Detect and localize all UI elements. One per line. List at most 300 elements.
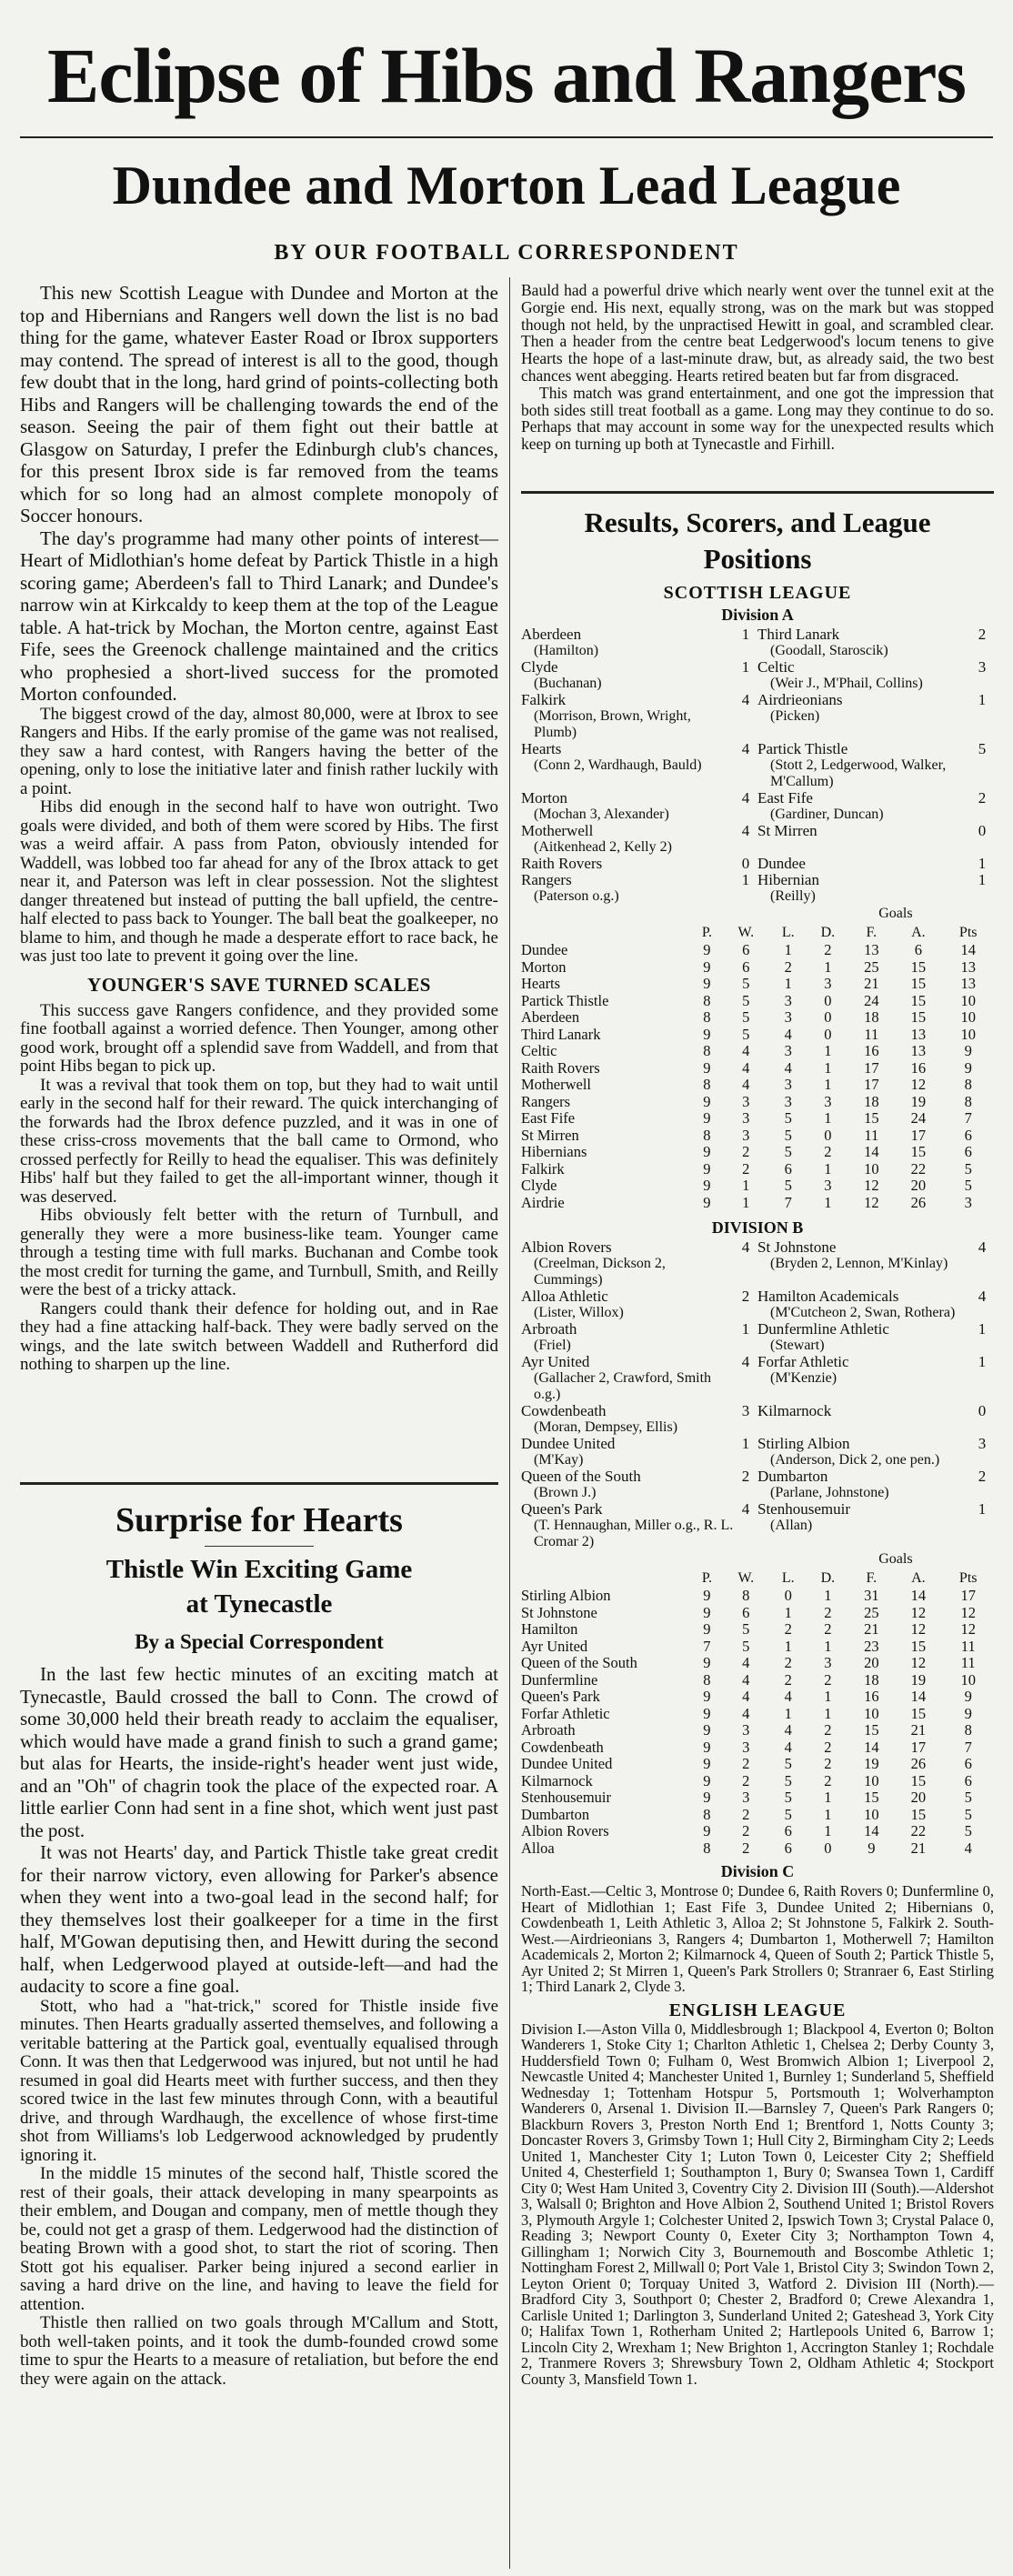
blank-header: [942, 1550, 994, 1569]
table-cell: 4: [742, 1654, 750, 1671]
article-paragraph: The day's programme had many other points of interest—Heart of Midlothian's home defeat by Partick Thistle in a high scoring game; Aberdeen's fall to Third Lanark; and Dundee's narrow win at Kirkcaldy to keep them at the top of the League table. A hat-trick by Mochan, the Morton centre, against East Fife, sees the Greenock challenge maintained and the critics who prophesied a short-lived success for the promoted Morton confounded.: [20, 526, 498, 705]
home-score: 3: [741, 1402, 750, 1419]
table-cell: 9: [703, 1109, 711, 1127]
team-name: Hibernians: [521, 1143, 587, 1160]
table-cell: 4: [784, 1688, 792, 1705]
away-scorers: (Anderson, Dick 2, one pen.): [770, 1452, 940, 1468]
table-cell: 5: [742, 991, 750, 1009]
table-cell: 10: [864, 1704, 879, 1722]
table-cell: 11: [864, 1025, 879, 1043]
table-cell: 2: [824, 1755, 832, 1772]
home-team-name: Morton: [521, 789, 567, 807]
table-cell: 8: [703, 1126, 711, 1144]
table-cell: 14: [864, 1738, 879, 1756]
table-cell: 2: [824, 1721, 832, 1739]
table-cell: 3: [964, 1193, 972, 1211]
table-row: [521, 993, 994, 1010]
table-cell: 5: [742, 1637, 750, 1655]
home-team-name: Raith Rovers: [521, 855, 603, 872]
table-cell: 0: [824, 1008, 832, 1026]
blank-header: [691, 905, 722, 924]
table-cell: 2: [824, 1670, 832, 1689]
table-cell: 21: [864, 975, 879, 992]
goals-header: Goals: [878, 1551, 913, 1567]
main-article: [20, 282, 498, 1375]
team-name: Celtic: [521, 1042, 557, 1059]
team-name: Alloa: [521, 1839, 555, 1857]
table-row: [521, 1110, 994, 1128]
away-team: [757, 1403, 970, 1436]
table-cell: 9: [703, 1755, 711, 1772]
table-cell: 9: [703, 1620, 711, 1638]
table-cell: 1: [784, 1603, 792, 1621]
away-score: 1: [978, 1500, 987, 1518]
table-cell: 5: [742, 975, 750, 992]
table-row: [521, 1027, 994, 1044]
table-cell: 13: [960, 957, 976, 976]
table-cell: 2: [784, 1654, 792, 1671]
table-cell: 5: [742, 1025, 750, 1043]
table-row: [521, 1722, 994, 1739]
table-cell: 5: [784, 1755, 792, 1772]
table-cell: 4: [784, 1721, 792, 1739]
home-scorers: (Paterson o.g.): [534, 888, 619, 904]
table-cell: 8: [703, 1042, 711, 1059]
home-score: 0: [741, 855, 750, 872]
table-row: [521, 1161, 994, 1178]
table-cell: 3: [824, 1177, 832, 1194]
team-name: Raith Rovers: [521, 1058, 600, 1077]
table-cell: 17: [910, 1738, 927, 1756]
away-scorers: (M'Cutcheon 2, Swan, Rothera): [770, 1305, 956, 1320]
team-name: Stirling Albion: [521, 1587, 611, 1604]
team-name: Motherwell: [521, 1076, 591, 1093]
team-name: Falkirk: [521, 1159, 565, 1178]
table-cell: 2: [742, 1159, 750, 1178]
table-cell: 9: [703, 1603, 711, 1621]
match-row: [521, 626, 994, 659]
away-team-name: Kilmarnock: [757, 1402, 832, 1419]
team-name: Dumbarton: [521, 1805, 590, 1823]
table-row: [521, 1773, 994, 1790]
article-paragraph: It was a revival that took them on top, but they had to wait until early in the second half for their reward. The quick interchanging of the forwards had the Ibrox defence puzzled, and it was in one of these criss-cross movements that the ball came to Ormond, who crossed perfectly for Reilly to head the equaliser. This was definitely Hibs' half but they failed to get the all-important winner, though it was deserved.: [20, 1075, 498, 1207]
away-score: 3: [978, 658, 987, 676]
home-team: [521, 823, 734, 856]
home-scorers: (Conn 2, Wardhaugh, Bauld): [534, 757, 702, 773]
table-row: [521, 1823, 994, 1840]
home-score: 4: [741, 691, 750, 708]
table-cell: 19: [864, 1755, 879, 1772]
home-scorers: (Moran, Dempsey, Ellis): [534, 1419, 678, 1435]
column-header: W.: [737, 924, 755, 940]
away-score: 4: [978, 1238, 987, 1256]
division-b-results: [521, 1239, 994, 1550]
table-row: [521, 942, 994, 959]
article-paragraph: In the middle 15 minutes of the second half, Thistle scored the rest of their goals, their attack developing in many spearpoints as their emblem, and Dougan and company, men of mettle though they be, could not get a grasp of them. Ledgerwood had the distinction of beating Brown with a good shot, to start the riot of scoring. Then Stott got his equaliser. Parker being injured a second earlier in saving a hard drive on the line, and having to leave the field for attention.: [20, 2164, 498, 2314]
table-cell: 8: [703, 1839, 711, 1857]
away-score: 2: [978, 626, 987, 643]
table-cell: 2: [824, 1620, 832, 1638]
division-b-table: [521, 1550, 994, 1857]
table-cell: 9: [703, 1654, 711, 1671]
table-cell: 4: [742, 1704, 750, 1722]
table-cell: 2: [784, 957, 792, 976]
table-row: [521, 1739, 994, 1757]
blank-header: [807, 1550, 848, 1569]
away-team: [757, 692, 970, 741]
home-team: [521, 1288, 734, 1321]
article-paragraph: The biggest crowd of the day, almost 80,000, were at Ibrox to see Rangers and Hibs. If the early promise of the game was not realised, they saw a hard contest, with Rangers having the better of the opening, only to lose the initiative later and finish rather luckily with a point.: [20, 704, 498, 798]
away-score: 4: [978, 1288, 987, 1305]
team-name: Airdrie: [521, 1193, 565, 1211]
table-cell: 10: [864, 1159, 879, 1178]
table-cell: 6: [784, 1839, 792, 1857]
table-row: [521, 1789, 994, 1807]
team-name: Partick Thistle: [521, 991, 609, 1009]
column-header: W.: [737, 1569, 755, 1586]
home-scorers: (Hamilton): [534, 643, 599, 658]
table-cell: 9: [964, 1042, 972, 1059]
table-row: [521, 1639, 994, 1656]
away-score: 1: [978, 871, 987, 888]
away-scorers: (Parlane, Johnstone): [770, 1485, 889, 1500]
article-paragraph: It was not Hearts' day, and Partick Thistle take great credit for their narrow victory, even allowing for Parker's absence when they went into a two-goal lead in the second half; for they themselves lost their goalkeeper for a time in the first half, M'Gowan deputising then, and Hewitt during the second half, when Ledgerwood played at outside-left—and had the audacity to score a fine goal.: [20, 1841, 498, 1997]
home-scorers: (Creelman, Dickson 2, Cummings): [534, 1256, 666, 1288]
sub-headline: Dundee and Morton Lead League: [112, 155, 901, 216]
table-cell: 15: [910, 1771, 927, 1789]
article-paragraph: Rangers could thank their defence for holding out, and in Rae they had a fine attacking half-back. They were badly served on the wings, and the late switch between Waddell and Rutherford did nothing to sharpen up the line.: [20, 1298, 498, 1374]
column-header: F.: [866, 924, 878, 940]
home-scorers: (Brown J.): [534, 1485, 597, 1500]
table-cell: 19: [910, 1092, 927, 1110]
table-cell: 20: [910, 1177, 927, 1194]
away-team: [757, 1321, 970, 1354]
blank-header: [723, 1550, 769, 1569]
away-scorers: (Goodall, Staroscik): [770, 643, 888, 658]
table-cell: 15: [910, 975, 927, 992]
hearts-article: [20, 1500, 498, 2389]
table-cell: 3: [784, 1076, 792, 1093]
table-cell: 6: [784, 1822, 792, 1839]
table-row: [521, 1144, 994, 1161]
table-cell: 5: [784, 1789, 792, 1806]
article-paragraph: This new Scottish League with Dundee and Morton at the top and Hibernians and Rangers well down the list is no bad thing for the game, whatever Easter Road or Ibrox supporters may contend. The spread of interest is all to the good, though few doubt that in the long, hard grind of points-collecting both Hibs and Rangers will be challenging towards the end of the season. Seeing the pair of them fight out their battle at Glasgow on Saturday, I prefer the Edinburgh club's chances, for this present Ibrox side is far removed from the teams which for so long had an almost complete monopoly of Soccer honours.: [20, 282, 498, 526]
table-cell: 8: [964, 1092, 972, 1110]
table-cell: 5: [784, 1805, 792, 1823]
table-cell: 16: [910, 1058, 927, 1077]
home-scorers: (Mochan 3, Alexander): [534, 807, 669, 822]
table-cell: 1: [824, 1587, 832, 1604]
table-cell: 6: [964, 1126, 972, 1144]
away-team-name: East Fife: [757, 789, 813, 807]
table-cell: 2: [824, 941, 832, 958]
table-cell: 26: [910, 1755, 927, 1772]
away-team-name: St Mirren: [757, 822, 817, 839]
home-score: 1: [741, 658, 750, 676]
table-cell: 12: [910, 1076, 927, 1093]
table-cell: 2: [824, 1738, 832, 1756]
table-cell: 12: [910, 1620, 927, 1638]
team-name: Cowdenbeath: [521, 1738, 604, 1756]
column-header: A.: [911, 1569, 926, 1586]
away-score: 1: [978, 855, 987, 872]
away-scorers: (Stott 2, Ledgerwood, Walker, M'Callum): [770, 757, 947, 789]
table-cell: 5: [784, 1109, 792, 1127]
home-team-name: Albion Rovers: [521, 1238, 612, 1256]
table-cell: 10: [960, 1008, 976, 1026]
home-team: [521, 692, 734, 741]
table-cell: 3: [824, 1092, 832, 1110]
home-team-name: Motherwell: [521, 822, 594, 839]
table-cell: 18: [864, 1092, 879, 1110]
column-header: D.: [820, 924, 836, 940]
table-cell: 18: [864, 1008, 879, 1026]
table-cell: 6: [964, 1755, 972, 1772]
table-cell: 10: [960, 991, 976, 1009]
away-scorers: (Stewart): [770, 1338, 825, 1353]
team-name: Queen of the South: [521, 1654, 637, 1671]
table-cell: 8: [703, 991, 711, 1009]
table-cell: 8: [703, 1805, 711, 1823]
table-cell: 14: [864, 1143, 879, 1160]
table-cell: 6: [964, 1143, 972, 1160]
blank-header: [521, 905, 691, 924]
column-header: L.: [781, 1569, 795, 1586]
table-cell: 17: [960, 1587, 976, 1604]
table-row: [521, 1621, 994, 1639]
home-scorers: (Lister, Willox): [534, 1305, 624, 1320]
table-cell: 25: [864, 1603, 879, 1621]
away-score: 2: [978, 1468, 987, 1485]
match-row: [521, 790, 994, 823]
table-cell: 15: [864, 1721, 879, 1739]
table-cell: 14: [910, 1587, 927, 1604]
table-cell: 3: [784, 1092, 792, 1110]
column-header: A.: [911, 924, 926, 940]
away-team-name: Hibernian: [757, 871, 819, 888]
team-name: Rangers: [521, 1092, 571, 1110]
match-row: [521, 1501, 994, 1550]
home-score: 4: [741, 789, 750, 807]
table-cell: 8: [703, 1008, 711, 1026]
table-cell: 4: [742, 1670, 750, 1689]
table-cell: 15: [910, 991, 927, 1009]
table-cell: 5: [784, 1143, 792, 1160]
table-cell: 11: [960, 1637, 976, 1655]
table-cell: 15: [864, 1789, 879, 1806]
table-row: [521, 1043, 994, 1060]
table-row: [521, 976, 994, 993]
home-score: 1: [741, 1435, 750, 1452]
away-team-name: Dundee: [757, 855, 806, 872]
table-cell: 9: [964, 1704, 972, 1722]
table-cell: 9: [964, 1058, 972, 1077]
table-cell: 9: [703, 1587, 711, 1604]
away-team-name: Hamilton Academicals: [757, 1288, 899, 1305]
table-cell: 17: [864, 1058, 879, 1077]
home-team: [521, 856, 734, 872]
table-cell: 9: [868, 1839, 876, 1857]
table-row: [521, 1689, 994, 1706]
table-cell: 1: [784, 1637, 792, 1655]
match-row: [521, 823, 994, 856]
table-cell: 20: [864, 1654, 879, 1671]
division-c-heading: Division C: [720, 1862, 795, 1880]
table-row: [521, 1195, 994, 1212]
article-paragraph: In the last few hectic minutes of an exciting match at Tynecastle, Bauld crossed the ball to Conn. The crowd of some 30,000 held their breath ready to acclaim the equaliser, which would have made a grand finish to such a grand game; but alas for Hearts, the inside-right's header went just wide, and an "Oh" of chagrin took the place of the expected roar. A little earlier Conn had sent in a fine shot, which went just past the post.: [20, 1663, 498, 1841]
table-cell: 5: [964, 1159, 972, 1178]
table-cell: 10: [960, 1025, 976, 1043]
table-cell: 2: [742, 1771, 750, 1789]
table-cell: 22: [910, 1159, 927, 1178]
table-cell: 2: [742, 1805, 750, 1823]
team-name: Queen's Park: [521, 1688, 600, 1705]
home-score: 4: [741, 1238, 750, 1256]
table-cell: 3: [742, 1092, 750, 1110]
table-cell: 8: [964, 1721, 972, 1739]
home-score: 1: [741, 626, 750, 643]
article-paragraph: Bauld had a powerful drive which nearly went over the tunnel exit at the Gorgie end. His next, equally strong, was on the mark but was stopped though not held, by the unpractised Hewitt in goal, and scrambled clear. Then a header from the centre beat Ledgerwood's locum tenens to give Hearts the hope of a last-minute draw, but, as already said, the two best chances went abegging. Hearts retired beaten but far from disgraced.: [521, 281, 994, 385]
table-cell: 6: [742, 1603, 750, 1621]
table-cell: 11: [864, 1126, 879, 1144]
table-cell: 4: [784, 1058, 792, 1077]
home-scorers: (Aitkenhead 2, Kelly 2): [534, 839, 672, 855]
home-score: 4: [741, 822, 750, 839]
blank-header: [807, 905, 848, 924]
table-cell: 12: [864, 1177, 879, 1194]
headline-rule: [20, 136, 993, 138]
hearts-byline: By a Special Correspondent: [135, 1630, 384, 1653]
home-team-name: Aberdeen: [521, 626, 582, 643]
table-cell: 14: [960, 941, 976, 958]
section-rule: [20, 1482, 498, 1485]
blank-header: [769, 1550, 807, 1569]
table-row: [521, 1060, 994, 1078]
home-scorers: (M'Kay): [534, 1452, 584, 1468]
home-score: 2: [741, 1468, 750, 1485]
division-a-heading: Division A: [721, 606, 794, 624]
team-name: East Fife: [521, 1109, 576, 1127]
blank-header: [769, 905, 807, 924]
table-cell: 3: [742, 1721, 750, 1739]
column-header: P.: [701, 1569, 712, 1586]
home-team-name: Dundee United: [521, 1435, 616, 1452]
table-cell: 0: [784, 1587, 792, 1604]
table-row: [521, 1178, 994, 1195]
match-row: [521, 1288, 994, 1321]
table-row: [521, 1672, 994, 1689]
match-row: [521, 1321, 994, 1354]
table-cell: 9: [703, 1688, 711, 1705]
table-cell: 2: [784, 1620, 792, 1638]
table-cell: 12: [910, 1603, 927, 1621]
column-header: Pts: [958, 1569, 978, 1586]
table-cell: 20: [910, 1789, 927, 1806]
away-team: [757, 1436, 970, 1468]
table-cell: 0: [824, 991, 832, 1009]
home-score: 4: [741, 1353, 750, 1370]
away-team-name: Airdrieonians: [757, 691, 843, 708]
home-team-name: Rangers: [521, 871, 572, 888]
table-cell: 13: [960, 975, 976, 992]
table-cell: 25: [864, 957, 879, 976]
table-cell: 13: [910, 1042, 927, 1059]
table-cell: 1: [784, 1704, 792, 1722]
table-header-row: [521, 924, 994, 943]
home-team-name: Falkirk: [521, 691, 567, 708]
table-header-row: [521, 1569, 994, 1589]
table-cell: 5: [964, 1177, 972, 1194]
match-row: [521, 856, 994, 872]
table-cell: 0: [824, 1025, 832, 1043]
table-cell: 16: [864, 1688, 879, 1705]
table-cell: 1: [824, 1058, 832, 1077]
away-team-name: Forfar Athletic: [757, 1353, 849, 1370]
column-header: Pts: [958, 924, 978, 940]
section-rule: [521, 491, 994, 494]
home-score: 1: [741, 871, 750, 888]
byline: BY OUR FOOTBALL CORRESPONDENT: [274, 241, 739, 265]
home-team: [521, 1501, 734, 1550]
table-cell: 2: [824, 1143, 832, 1160]
table-cell: 7: [964, 1109, 972, 1127]
table-row: [521, 1128, 994, 1145]
table-cell: 10: [864, 1805, 879, 1823]
away-team: [757, 856, 970, 872]
home-score: 4: [741, 740, 750, 757]
table-cell: 8: [703, 1670, 711, 1689]
division-c-results: North-East.—Celtic 3, Montrose 0; Dundee 6, Raith Rovers 0; Dunfermline 0, Heart of Midlothian 1; East Fife 3, Dundee United 2; Hibernians 0, Cowdenbeath 1, Leith Athletic 3, Alloa 2; St Johnstone 5, Falkirk 2. South-West.—Airdrieonians 3, Rangers 4; Dumbarton 1, Motherwell 7; Hamilton Academicals 2, Morton 2; Kilmarnock 4, Queen of South 2; Partick Thistle 5, Ayr United 2; St Mirren 1, Queen's Park Strollers 0; Stranraer 6, East Stirling 1; Third Lanark 2, Clyde 3.: [521, 1882, 994, 1995]
home-team: [521, 626, 734, 659]
table-cell: 1: [824, 1637, 832, 1655]
article-subhead: YOUNGER'S SAVE TURNED SCALES: [87, 973, 431, 996]
home-team: [521, 1239, 734, 1288]
home-team: [521, 741, 734, 790]
team-name: Clyde: [521, 1177, 557, 1194]
table-cell: 2: [824, 1771, 832, 1789]
table-cell: 9: [703, 1738, 711, 1756]
column-header: F.: [866, 1569, 878, 1586]
table-cell: 1: [742, 1177, 750, 1194]
team-header: [521, 924, 691, 943]
table-cell: 18: [864, 1670, 879, 1689]
blank-header: [942, 905, 994, 924]
away-scorers: (Picken): [770, 708, 820, 724]
table-cell: 31: [864, 1587, 879, 1604]
table-cell: 15: [910, 1637, 927, 1655]
table-cell: 15: [910, 1008, 927, 1026]
match-row: [521, 1239, 994, 1288]
team-name: Dunfermline: [521, 1670, 598, 1689]
team-name: St Mirren: [521, 1126, 579, 1144]
table-cell: 6: [742, 957, 750, 976]
away-team: [757, 626, 970, 659]
table-row: [521, 1706, 994, 1723]
table-cell: 13: [864, 941, 879, 958]
table-cell: 2: [742, 1822, 750, 1839]
blank-header: [521, 1550, 691, 1569]
table-row: [521, 1009, 994, 1027]
table-cell: 9: [703, 941, 711, 958]
table-cell: 9: [703, 1025, 711, 1043]
table-cell: 17: [910, 1126, 927, 1144]
table-cell: 3: [742, 1109, 750, 1127]
home-team-name: Ayr United: [521, 1353, 590, 1370]
table-cell: 9: [703, 1159, 711, 1178]
blank-header: [723, 905, 769, 924]
home-team-name: Alloa Athletic: [521, 1288, 608, 1305]
home-team-name: Hearts: [521, 740, 562, 757]
